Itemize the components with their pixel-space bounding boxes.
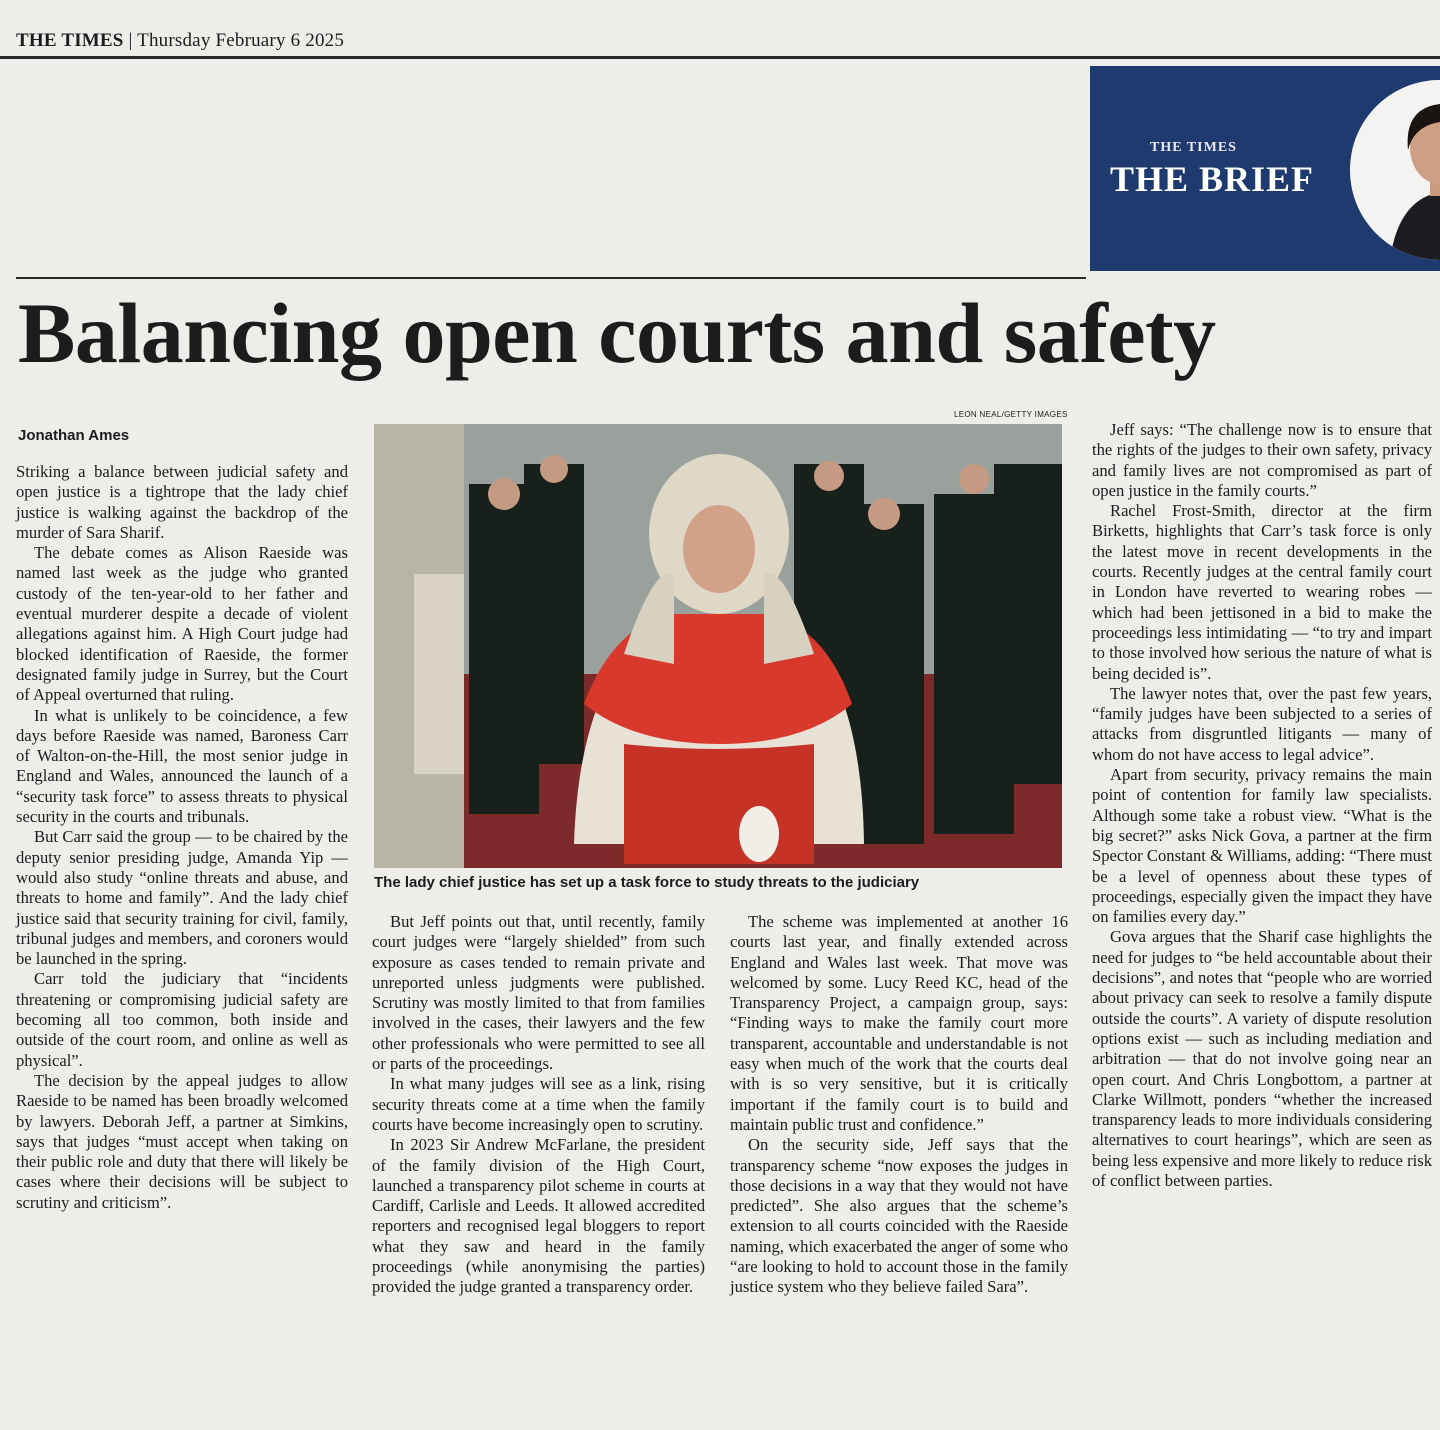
article-paragraph: Gova argues that the Sharif case highlights the need for judges to “be held accountable about their decisions”, and notes that “people who are worried about privacy can seek to resolve a family dispute outside the courts”. A variety of dispute resolution options exist — such as including mediation and arbitration — that do not involve going near an open court. And Chris Longbottom, a partner at Clarke Willmott, ponders “whether the increased transparency leads to more individuals considering alternatives to court hearings”, which are seen as being less expensive and more likely to reduce risk of conflict between parties. [1092,927,1432,1190]
article-column-2 [372,912,705,1298]
article-paragraph: Carr told the judiciary that “incidents threatening or compromising judicial safety are becoming all too common, both inside and outside of the court room, and online as well as physical”. [16,969,348,1070]
article-paragraph: On the security side, Jeff says that the transparency scheme “now exposes the judges in those decisions in a way that they would not have predicted”. She also argues that the scheme’s extension to all courts coincided with the Raeside naming, which exacerbated the anger of some who “are looking to hold to account those in the family justice system who they believe failed Sara”. [730,1135,1068,1297]
top-rule [0,56,1440,59]
article-paragraph: The debate comes as Alison Raeside was named last week as the judge who granted custody of the ten-year-old to her father and eventual murderer despite a decade of violent allegations against him. A High Court judge had blocked identification of Raeside, the former designated family judge in Surrey, but the Court of Appeal overturned that ruling. [16,543,348,705]
the-brief-banner [1090,66,1440,271]
article-paragraph: Rachel Frost-Smith, director at the firm Birketts, highlights that Carr’s task force is only the latest move in recent developments in the courts. Recently judges at the central family court in London have reverted to wearing robes — which had been jettisoned in a bid to make the proceedings less intimidating — “to try and impart to those involved how serious the nature of what is being decided is”. [1092,501,1432,683]
masthead-date: Thursday February 6 2025 [137,30,345,51]
article-paragraph: Striking a balance between judicial safety and open justice is a tightrope that the lady chief justice is walking against the backdrop of the murder of Sara Sharif. [16,462,348,542]
headline: Balancing open courts and safety [18,285,1216,381]
article-paragraph: The lawyer notes that, over the past few years, “family judges have been subjected to a series of attacks from disgruntled litigants — many of whom do not have access to legal advice”. [1092,683,1432,764]
photo-caption: The lady chief justice has set up a task force to study threats to the judiciary [374,874,920,891]
photo-credit: LEON NEAL/GETTY IMAGES [954,410,1068,419]
article-paragraph: Jeff says: “The challenge now is to ensure that the rights of the judges to their own safety, privacy and family lives are not compromised as part of open justice in the family courts.” [1092,420,1432,500]
article-column-4 [1092,420,1432,1191]
article-paragraph: In 2023 Sir Andrew McFarlane, the president of the family division of the High Court, launched a transparency pilot scheme in courts at Cardiff, Carlisle and Leeds. It allowed accredited reporters and recognised legal bloggers to report what they saw and heard in the family proceedings (while anonymising the parties) provided the judge granted a transparency order. [372,1135,705,1297]
article-column-1 [16,462,348,1213]
brief-title: THE BRIEF [1110,159,1315,199]
article-paragraph: Apart from security, privacy remains the main point of contention for family law specialists. Although some take a robust view. “What is the big secret?” asks Nick Gova, a partner at the firm Spector Constant & Williams, adding: “There must be a level of openness about these types of proceedings, especially given the impact they have on families every day.” [1092,765,1432,927]
headline-rule [16,277,1086,279]
article-paragraph: But Carr said the group — to be chaired by the deputy senior presiding judge, Amanda Yip — would also study “online threats and abuse, and threats to home and family”. And the lady chief justice said that security training for civil, family, tribunal judges and members, and coroners would be launched in the spring. [16,827,348,969]
article-paragraph: In what is unlikely to be coincidence, a few days before Raeside was named, Baroness Carr of Walton-on-the-Hill, the most senior judge in England and Wales, announced the launch of a “security task force” to assess threats to physical security in the courts and tribunals. [16,705,348,827]
article-paragraph: The decision by the appeal judges to allow Raeside to be named has been broadly welcomed by lawyers. Deborah Jeff, a partner at Simkins, says that judges “must accept when taking on their public role and duty that there will likely be cases where their decisions will be subject to scrutiny and criticism”. [16,1070,348,1212]
brief-kicker: THE TIMES [1150,140,1237,155]
byline: Jonathan Ames [18,427,130,444]
columnist-portrait [1350,80,1440,260]
article-paragraph: In what many judges will see as a link, rising security threats come at a time when the family courts have become increasingly open to scrutiny. [372,1074,705,1134]
article-paragraph: The scheme was implemented at another 16 courts last year, and finally extended across England and Wales last week. That move was welcomed by some. Lucy Reed KC, head of the Transparency Project, a campaign group, says: “Finding ways to make the family court more transparent, accountable and understandable is not easy when much of the work that the courts deal with is so very sensitive, but it is critically important if the family court is to build and maintain public trust and confidence.” [730,912,1068,1134]
article-paragraph: But Jeff points out that, until recently, family court judges were “largely shielded” from such exposure as cases tended to remain private and unreported unless judgments were published. Scrutiny was mostly limited to that from families involved in the cases, their lawyers and the few other professionals who were permitted to see all or parts of the proceedings. [372,912,705,1074]
article-column-3 [730,912,1068,1298]
masthead-separator: | [128,30,133,51]
lady-chief-justice-photo [374,424,1062,868]
masthead [16,30,344,52]
masthead-paper: THE TIMES [16,30,124,51]
